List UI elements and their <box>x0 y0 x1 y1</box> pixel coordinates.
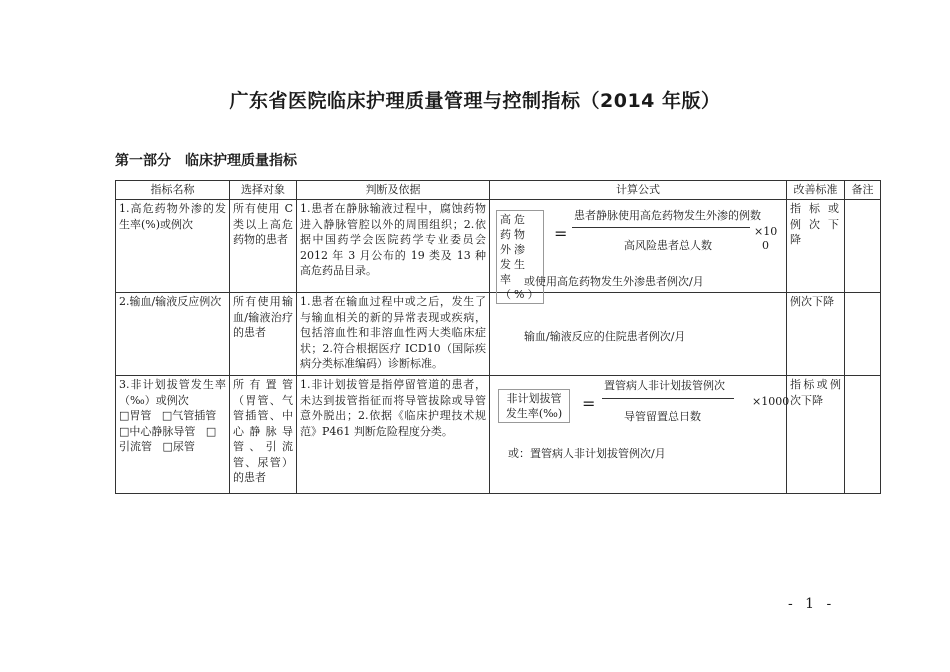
row1-formula-numerator: 患者静脉使用高危药物发生外渗的例数 <box>574 209 761 222</box>
row3-formula-multiplier: ×1000 <box>752 395 790 408</box>
row3-name: 3.非计划拔管发生率（‰）或例次 <box>119 378 226 407</box>
row2-target: 所有使用输血/输液治疗的患者 <box>230 293 297 376</box>
row3-note <box>845 376 881 494</box>
row1-formula-multiplier-cont: 0 <box>762 239 769 252</box>
row1-standard: 指标或例次下降 <box>787 200 845 293</box>
table-row <box>116 376 881 494</box>
row3-fraction-line <box>602 398 734 399</box>
indicator-table-wrapper <box>115 180 880 494</box>
row3-target: 所有置管（胃管、气管插管、中心静脉导管、引流管、尿管）的患者 <box>230 376 297 494</box>
row3-formula <box>490 376 790 494</box>
document-title: 广东省医院临床护理质量管理与控制指标（2014 年版） <box>229 90 721 112</box>
indicator-table <box>115 180 881 494</box>
row1-formula-label: 高危药物外渗发生率（%） <box>496 210 544 304</box>
row3-type-tracheal: □气管插管 <box>161 409 217 422</box>
table-row <box>116 200 881 293</box>
row2-standard: 例次下降 <box>787 293 845 376</box>
row3-type-drainage: □引流管 <box>119 424 217 453</box>
row1-basis: 1.患者在静脉输液过程中，腐蚀药物进入静脉管腔以外的周围组织；2.依据中国药学会医院药学专业委员会 2012 年 3 月公布的 19 类及 13 种高危药品目录。 <box>297 200 490 293</box>
row3-basis: 1.非计划拔管是指停留管道的患者，未达到拔管指征而将导管拔除或导管意外脱出；2.依据《临床护理技术规范》P461 判断危险程度分类。 <box>297 376 490 494</box>
row3-formula-alt: 或：置管病人非计划拔管例次/月 <box>508 447 666 460</box>
row3-standard: 指标或例次下降 <box>787 376 845 494</box>
row3-formula-label: 非计划拔管发生率(‰) <box>498 389 570 423</box>
row2-name: 2.输血/输液反应例次 <box>116 293 230 376</box>
row3-formula-numerator: 置管病人非计划拔管例次 <box>604 379 725 392</box>
header-indicator-name: 指标名称 <box>116 181 230 200</box>
row3-type-cvc: □中心静脉导管 <box>119 424 196 438</box>
row2-formula-alt: 输血/输液反应的住院患者例次/月 <box>524 330 686 343</box>
row2-note <box>845 293 881 376</box>
header-basis: 判断及依据 <box>297 181 490 200</box>
header-formula: 计算公式 <box>490 181 787 200</box>
row3-formula-equals: = <box>582 394 596 413</box>
row1-note <box>845 200 881 293</box>
row1-formula-denominator: 高风险患者总人数 <box>624 239 712 252</box>
section-heading: 第一部分 临床护理质量指标 <box>115 153 297 169</box>
table-header-row <box>116 181 881 200</box>
row1-formula-alt: 或使用高危药物发生外渗患者例次/月 <box>524 275 704 288</box>
header-note: 备注 <box>845 181 881 200</box>
row3-name-cell <box>116 376 230 494</box>
table-row <box>116 293 881 376</box>
row3-type-urinary: □尿管 <box>162 440 195 453</box>
row1-name: 1.高危药物外渗的发生率(%)或例次 <box>116 200 230 293</box>
row1-target: 所有使用 C 类以上高危药物的患者 <box>230 200 297 293</box>
row3-type-list <box>119 408 226 455</box>
row3-type-gastric: □胃管 <box>119 409 152 422</box>
header-target: 选择对象 <box>230 181 297 200</box>
header-standard: 改善标准 <box>787 181 845 200</box>
row1-fraction-line <box>572 227 750 228</box>
row2-basis: 1.患者在输血过程中或之后，发生了与输血相关的新的异常表现或疾病，包括溶血性和非溶血性两大类临床症状；2.符合根据医疗 ICD10（国际疾病分类标准编码）诊断标准。 <box>297 293 490 376</box>
page-number: - 1 - <box>788 596 836 612</box>
row1-formula-equals: = <box>554 224 568 243</box>
row3-formula-denominator: 导管留置总日数 <box>624 410 701 423</box>
row1-formula-multiplier: ×10 <box>754 225 778 238</box>
row1-formula <box>490 200 787 301</box>
row2-formula <box>490 293 787 376</box>
